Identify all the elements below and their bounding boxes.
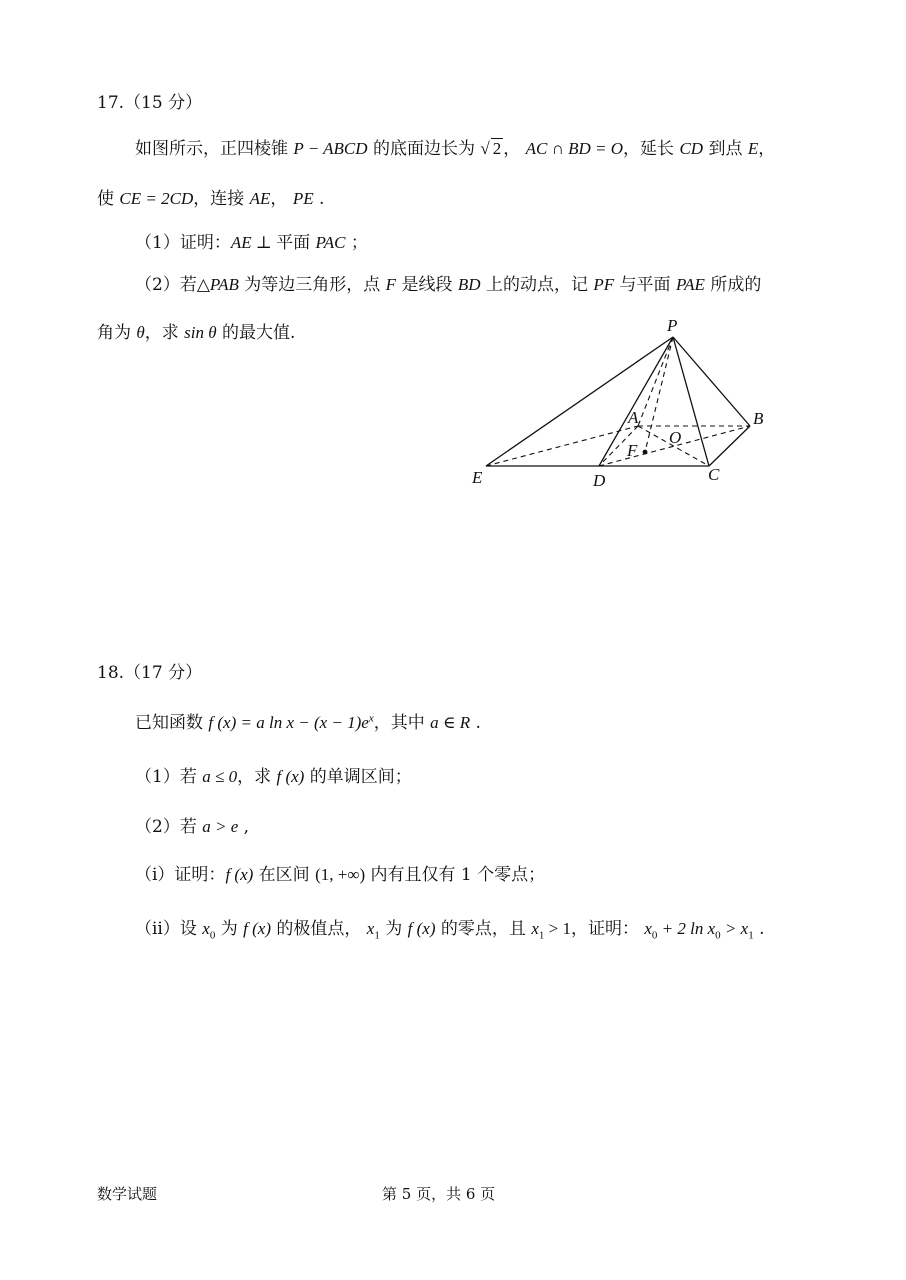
pyramid-figure (470, 320, 790, 500)
label-C: C (708, 465, 720, 484)
footer-page-number: 第 5 页，共 6 页 (382, 1185, 496, 1203)
q17-part1: （1）证明：AE ⊥ 平面 PAC ； (135, 233, 368, 253)
point-F (643, 450, 648, 455)
label-F: F (627, 441, 638, 460)
q18-part1: （1）若 a ≤ 0，求 f (x) 的单调区间； (135, 767, 412, 787)
q18-part2-i: （i）证明：f (x) 在区间 (1, +∞) 内有且仅有 1 个零点； (135, 865, 546, 885)
edge-PB (673, 337, 750, 426)
q17-stem-line2: 使 CE = 2CD，连接 AE， PE . (97, 189, 325, 209)
label-D: D (593, 471, 606, 490)
q18-heading: 18.（17 分） (97, 663, 203, 683)
q18-part2: （2）若 a > e , (135, 817, 250, 837)
label-B: B (753, 409, 764, 428)
edge-PE (486, 337, 673, 466)
edge-CB (709, 426, 750, 466)
label-A: A (628, 408, 639, 427)
edge-EA (486, 426, 638, 466)
footer-subject: 数学试题 (97, 1185, 158, 1203)
q17-part2-line1: （2）若△PAB 为等边三角形，点 F 是线段 BD 上的动点，记 PF 与平面 PAE 所成的 (135, 275, 762, 295)
label-E: E (472, 468, 483, 487)
q17-stem-line1: 如图所示，正四棱锥 P − ABCD 的底面边长为 √ 2 ， AC ∩ BD = O，延长 CD 到点 E， (135, 139, 776, 159)
edge-PA (638, 337, 673, 426)
q18-stem: 已知函数 f (x) = a $\ln x - (x - 1)e^x$，其中 a ∈ R . (135, 712, 481, 733)
q18-part2-ii: （ii）设 $x_0$ 为 f (x) 的极值点， $x_1$ 为 f (x) 的零点，且 $x_1 > 1$，证明： $x_0 + 2$ $\ln x_0 > x_1$ . (135, 919, 765, 942)
q17-part2-line2: 角为 θ，求 sin θ 的最大值. (97, 323, 296, 343)
q17-heading: 17.（15 分） (97, 93, 203, 113)
label-O: O (669, 428, 682, 447)
label-P: P (667, 320, 678, 335)
